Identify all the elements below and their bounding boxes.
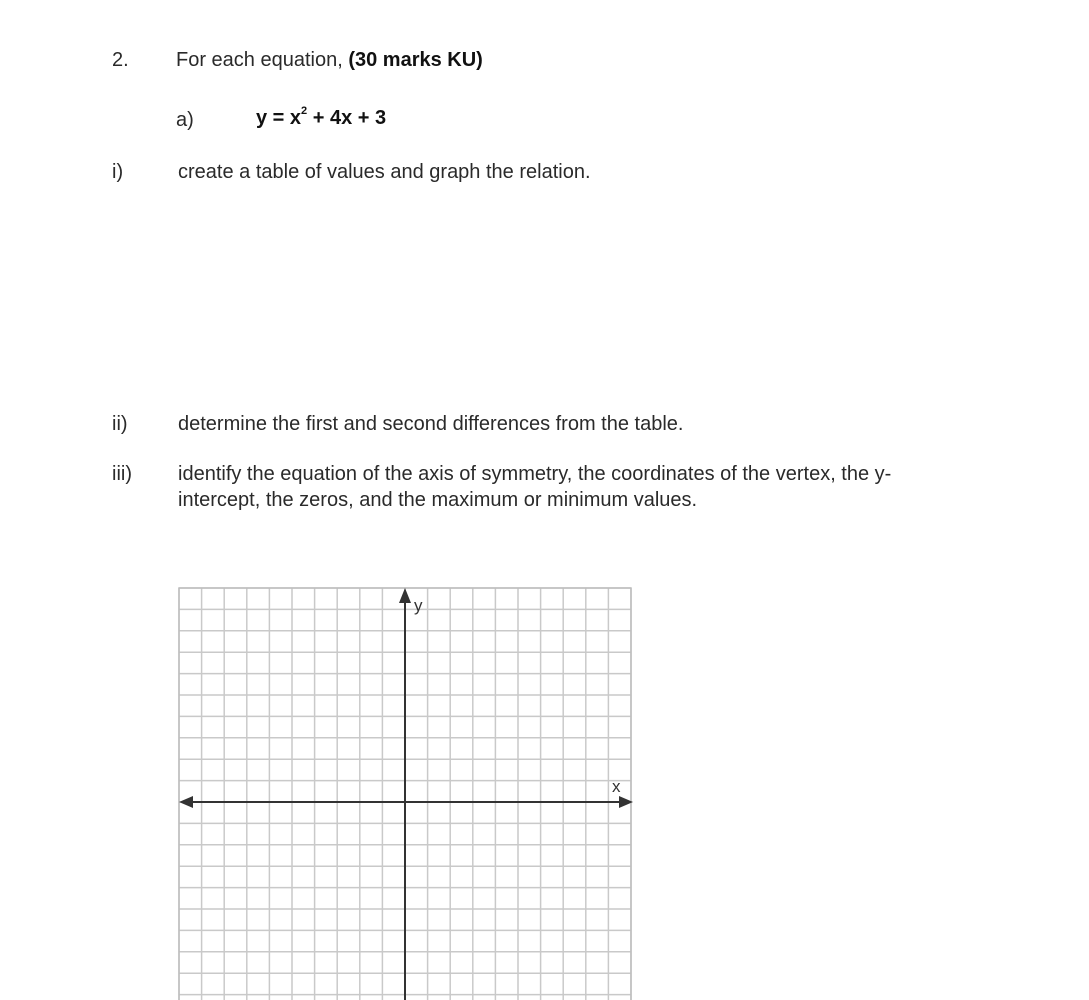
question-marks: (30 marks KU) [348, 49, 483, 71]
y-axis-up-arrow [399, 588, 411, 603]
equation-exponent: 2 [301, 105, 308, 118]
y-axis-label: y [414, 596, 423, 615]
subpart-ii-label: ii) [112, 413, 128, 435]
subpart-iii-label: iii) [112, 463, 132, 485]
equation-rhs: + 4x + 3 [307, 107, 387, 129]
equation-lhs: y = x [256, 107, 302, 129]
subpart-iii-text: identify the equation of the axis of symmetry, the coordinates of the vertex, the y-intercept, the zeros, and the maximum or minimum values. [178, 463, 892, 511]
x-axis-left-arrow [179, 796, 193, 808]
subpart-ii-text: determine the first and second differences from the table. [178, 413, 684, 435]
question-number: 2. [112, 49, 129, 71]
question-intro: For each equation, [176, 49, 343, 71]
x-axis-label: x [612, 777, 621, 796]
subpart-i-text: create a table of values and graph the relation. [178, 161, 591, 183]
subpart-i-label: i) [112, 161, 124, 183]
part-a-label: a) [176, 109, 194, 131]
